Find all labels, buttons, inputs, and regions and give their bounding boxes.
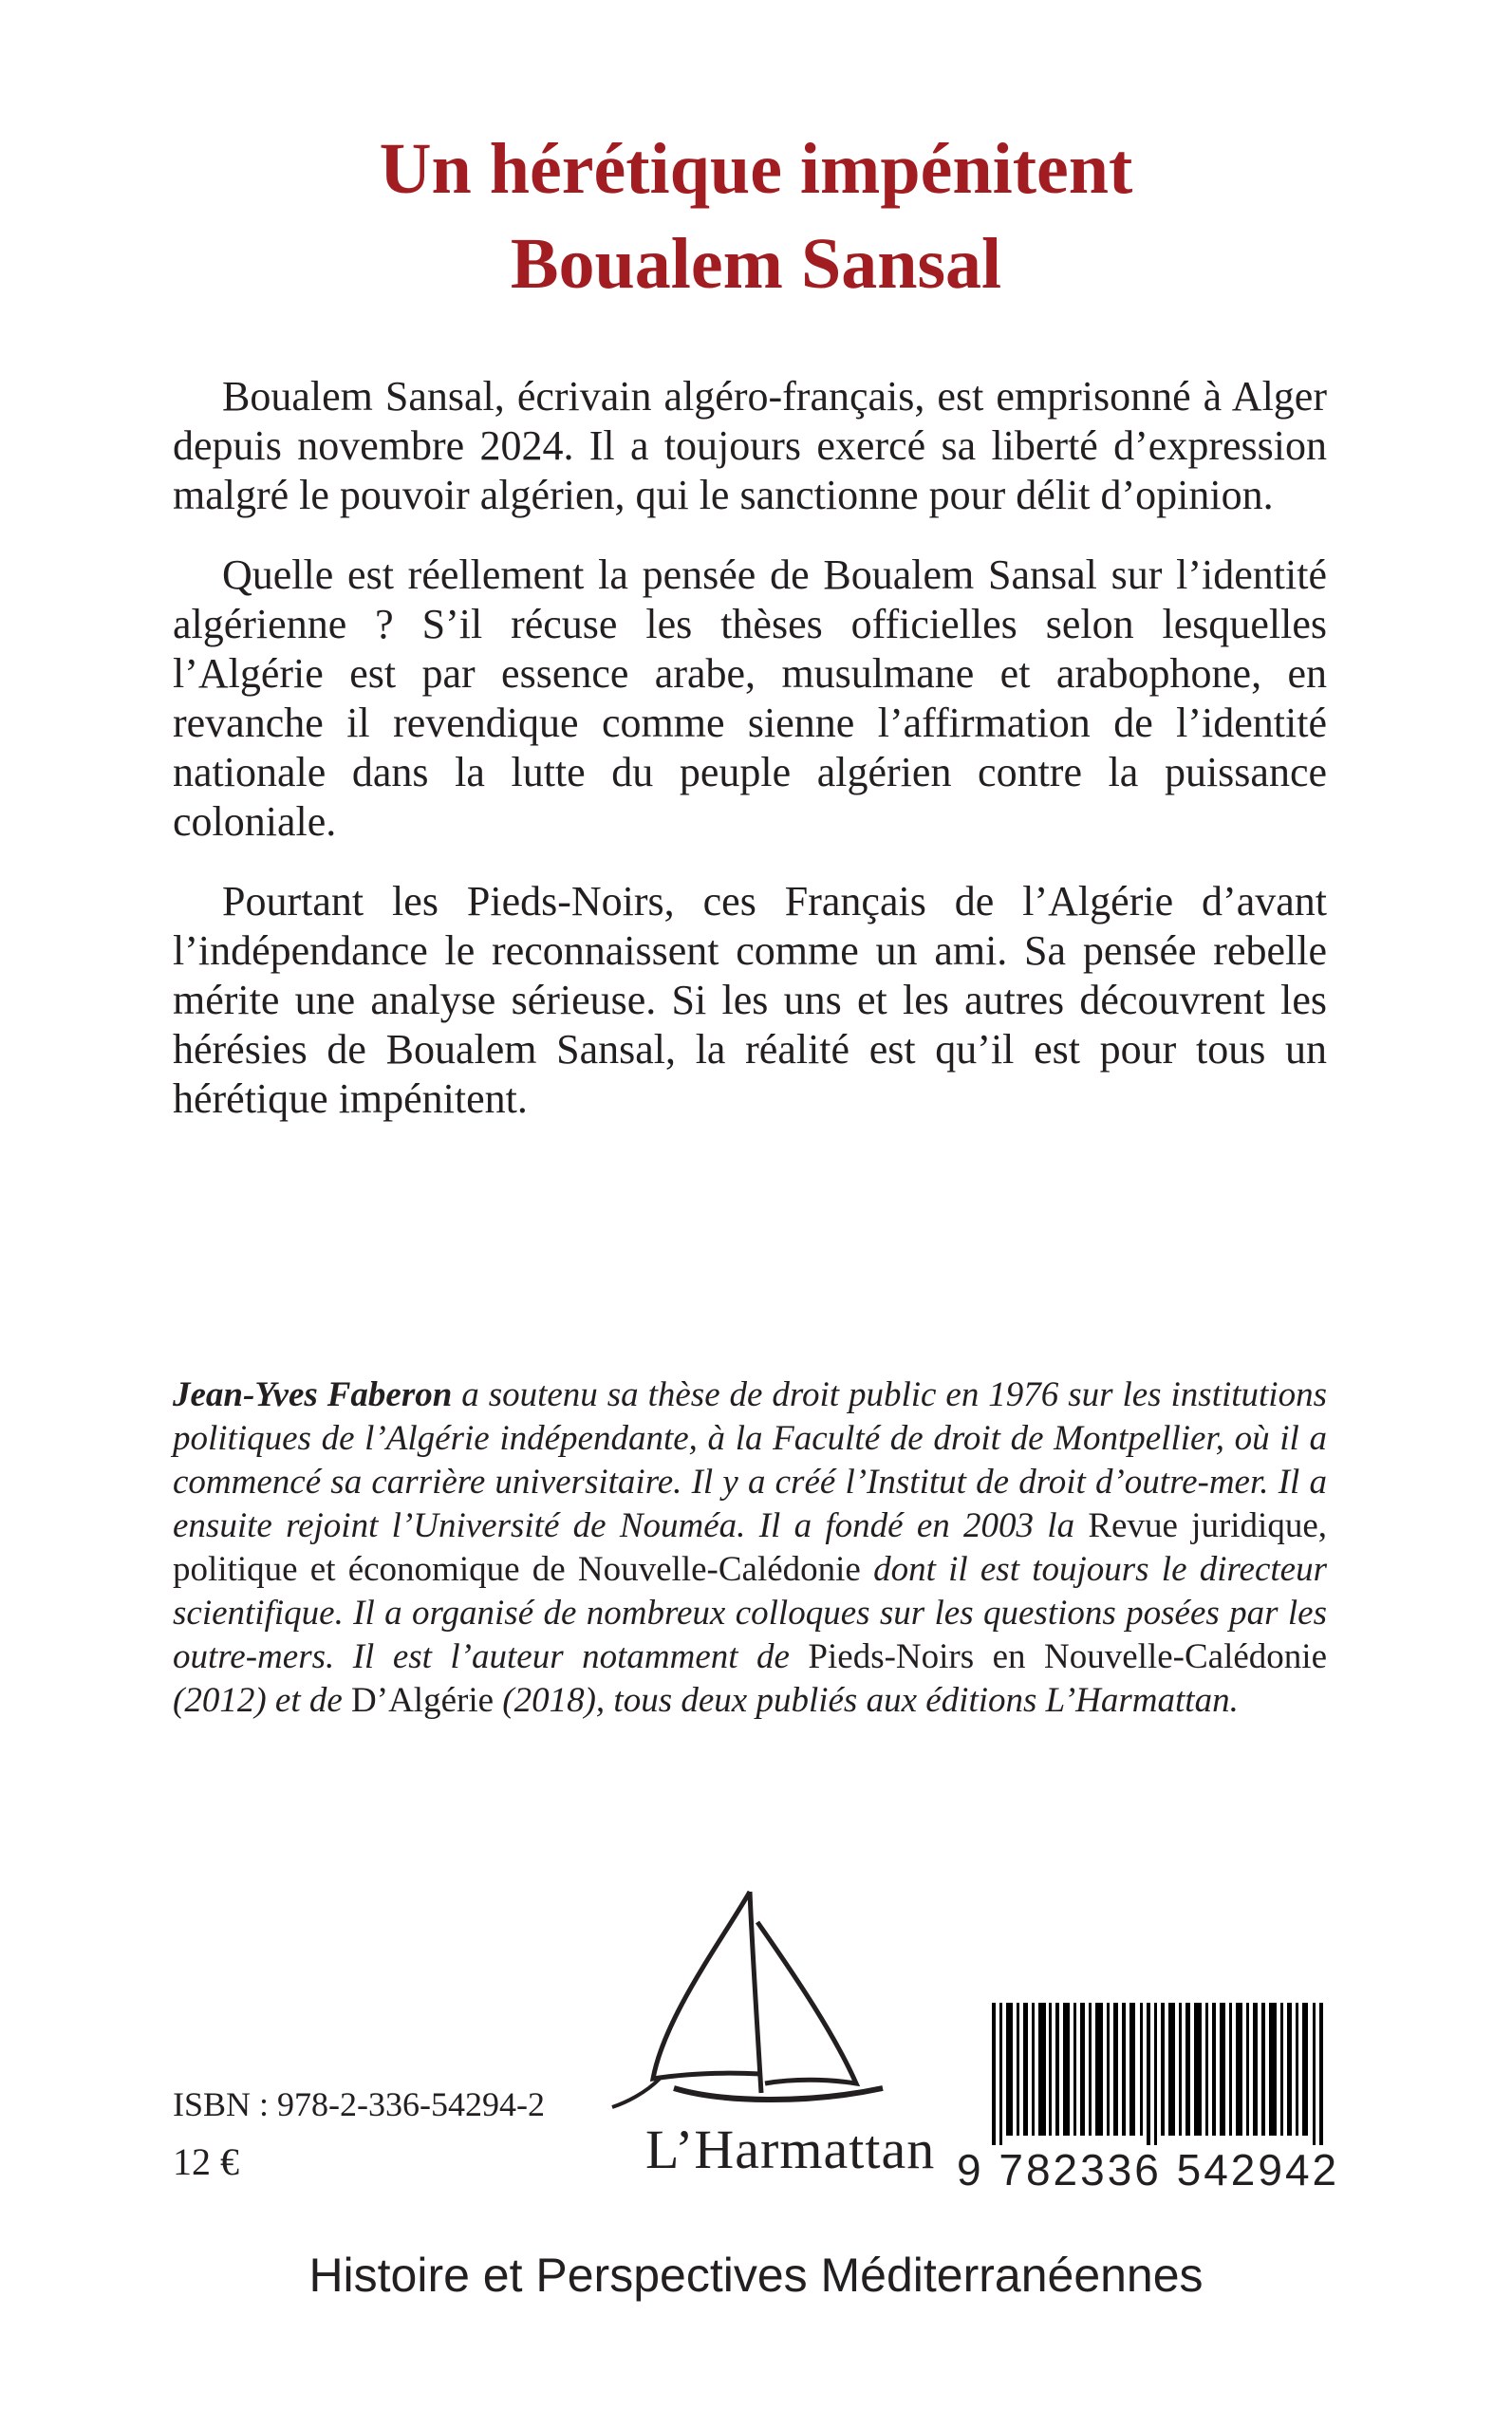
barcode-bars-icon bbox=[992, 2003, 1329, 2145]
publisher-logo-text: L’Harmattan bbox=[645, 2119, 936, 2180]
bio-text: (2018), tous deux publiés aux éditions L’Harmattan. bbox=[494, 1681, 1239, 1720]
blurb-paragraph: Boualem Sansal, écrivain algéro-français, est emprisonné à Alger depuis novembre 2024. Il a toujours exercé sa liberté d’expression malgré le pouvoir algérien, qui le sanctionne pour délit d’opinion. bbox=[173, 373, 1327, 518]
bio-text: dont il est toujours le directeur scientifique. Il a organisé de nombreux colloques sur les questions posées par les outre-mers. Il est l’auteur notamment de bbox=[173, 1550, 1327, 1676]
title-line-2: Boualem Sansal bbox=[510, 224, 1002, 304]
bio-text: a soutenu sa thèse de droit public en 1976 sur les institutions politiques de l’Algérie indépendante, à la Faculté de droit de Montpellier, où il a commencé sa carrière universitaire. Il y a créé l’Institut de droit d’outre-mer. Il a ensuite rejoint l’Université de Nouméa. Il a fondé en 2003 la bbox=[173, 1375, 1327, 1545]
blurb-paragraph: Quelle est réellement la pensée de Boualem Sansal sur l’identité algérienne ? S’il récuse les thèses officielles selon lesquelles l’Algérie est par essence arabe, musulmane et arabophone, en revanche il revendique comme sienne l’affirmation de l’identité nationale dans la lutte du peuple algérien contre la puissance coloniale. bbox=[173, 551, 1327, 845]
author-bio bbox=[173, 1373, 1327, 1723]
barcode-number: 9 782336 542942 bbox=[957, 2145, 1340, 2194]
title-line-1: Un hérétique impénitent bbox=[379, 129, 1133, 209]
series-name: Histoire et Perspectives Méditerranéennes bbox=[308, 2249, 1204, 2302]
isbn: ISBN : 978-2-336-54294-2 bbox=[173, 2085, 545, 2123]
book-title-2: D’Algérie bbox=[351, 1681, 495, 1720]
blurb-paragraph: Pourtant les Pieds-Noirs, ces Français de l’Algérie d’avant l’indépendance le reconnaissent comme un ami. Sa pensée rebelle mérite une analyse sérieuse. Si les uns et les autres découvrent les hérésies de Boualem Sansal, la réalité est qu’il est pour tous un hérétique impénitent. bbox=[173, 878, 1327, 1122]
price: 12 € bbox=[173, 2140, 239, 2183]
blurb bbox=[173, 372, 1327, 1154]
book-title-1: Pieds-Noirs en Nouvelle-Calédonie bbox=[808, 1637, 1327, 1676]
journal-title: Revue juridique, politique et économique de Nouvelle-Calédonie bbox=[173, 1506, 1327, 1589]
bio-text: (2012) et de bbox=[173, 1681, 352, 1720]
book-title bbox=[0, 121, 1512, 311]
author-name: Jean-Yves Faberon bbox=[173, 1375, 453, 1414]
